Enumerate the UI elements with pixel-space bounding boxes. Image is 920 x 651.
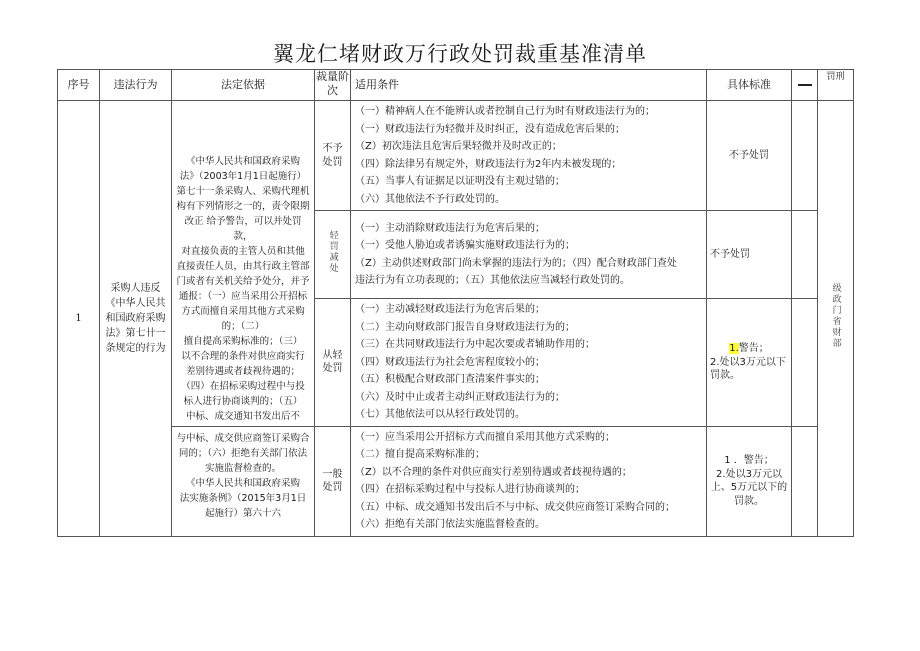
table-row [58,101,854,211]
blank-cell [792,426,818,536]
standard: 不予处罚 [707,101,792,211]
header-act: 违法行为 [100,70,172,101]
basis-line: 同的；（六）拒绝有关部门依法 [178,447,308,459]
standard: 1 ．警告； 2.处以3万元以上、5万元以下的罚款。 [707,426,792,536]
basis-line: 擅自提高采购标准的；（三） [183,335,303,347]
basis-line: （四）在招标采购过程中与投 [181,380,305,392]
violation-act: 采购人违反《中华人民共和国政府采购法》第七卄一条规定的行为 [100,101,172,537]
basis-line: 实施监督检查的。 [204,462,281,474]
penalty-table [57,69,854,537]
basis-line: 改正 给予警告，可以并处罚款， [184,215,302,242]
basis-line: 构有下列情形之一的，责令限期 [176,200,310,212]
header-basis: 法定依据 [172,70,315,101]
condition-list: （一）精神病人在不能辨认或者控制自己行为时有财政违法行为的； （一）财政违法行为轻微并及时纠正，没有造成危害后果的； （Z）初次违法且危害后果轻微并及时改正的； （四）除法律另有规定外，财政违法行为2年内未被发现的； （五）当事人有证据足以证明没有主观过错的； （六）其他依法不予行政处罚的。 [351,101,707,211]
basis-line: 方式而擅自采用其他方式采购 [181,305,305,317]
basis-line: 《中华人民共和国政府采购 [185,155,300,167]
basis-line: 直接责任人员，由其行政主管部 [176,260,310,272]
level-name: 不予处罚 [315,101,351,211]
header-no: 序号 [58,70,100,101]
header-dash [792,70,818,101]
basis-line: 起施行）第六十六 [204,507,281,519]
header-cond: 适用条件 [351,70,707,101]
basis-line: 的；（二） [221,320,265,332]
header-last: 罚刑 [818,70,854,101]
basis-line: 法》（2003年1月1日起施行） [179,170,307,182]
header-level: 裁量阶次 [315,70,351,101]
basis-line: 法实施条例》（2015年3月1日 [179,492,307,504]
basis-line: 第七十一条采购人、采购代理机 [176,185,310,197]
level-name: 一般处罚 [315,426,351,536]
basis-line: 标人进行协商谈判的；（五） [183,395,303,407]
blank-cell [792,101,818,211]
basis-line: 中标、成交通知书发出后不 [185,410,300,422]
page-title: 翼龙仁堵财政万行政处罚裁重基准清单 [273,42,647,66]
condition-list: （一）主动减轻财政违法行为危害后果的； （二）主动向财政部门报告自身财政违法行为的； （三）在共同财政违法行为中起次要或者辅助作用的； （四）财政违法行为社会危害程度较小的； （五）积极配合财政部门查清案件事实的； （六）及时中止或者主动纠正财政违法行为的； （七）其他依法可以从轻行政处罚的。 [351,299,707,427]
blank-cell [792,299,818,427]
row-number: 1 [58,101,100,537]
basis-line: 与中标、成交供应商签订采购合 [176,432,310,444]
legal-basis-top [172,101,315,427]
basis-line: 对直接负责的主管人员和其他 [181,245,305,257]
basis-line: 《中华人民共和国政府采购 [185,477,300,489]
blank-cell [792,211,818,299]
basis-line: 差别待遇或者歧视待遇的； [185,365,300,377]
basis-line: 门或者有关机关给予处分，并予 [176,275,310,287]
basis-line: 通报：（一）应当采用公开招标 [178,290,308,302]
condition-list: （一）应当采用公开招标方式而擅自采用其他方式采购的； （二）擅自提高采购标准的； （Z）以不合理的条件对供应商实行差别待遇或者歧视待遇的； （四）在招标采购过程中与投标人进行协商谈判的； （五）中标、成交通知书发出后不与中标、成交供应商签订采购合同的； （六）拒绝有关部门依法实施监督检查的。 [351,426,707,536]
level-name: 轻罚减处 [315,211,351,299]
condition-list: （一）主动消除财政违法行为危害后果的； （一）受他人胁迫或者诱骗实施财政违法行为的； （Z）主动供述财政部门尚未掌握的违法行为的；（四）配合财政部门查处 违法行为有立功表现的；（五）其他依法应当减轻行政处罚的。 [351,211,707,299]
legal-basis-bottom [172,426,315,536]
header-row [58,70,854,101]
standard: 不予处罚 [707,211,792,299]
level-name: 从轻处罚 [315,299,351,427]
last-column: 级政门省财部 [818,101,854,537]
header-std: 具体标准 [707,70,792,101]
basis-line: 以不合理的条件对供应商实行 [181,350,305,362]
table-row [58,426,854,536]
standard: 1.警告； 2.处以3万元以下罚款。 [707,299,792,427]
